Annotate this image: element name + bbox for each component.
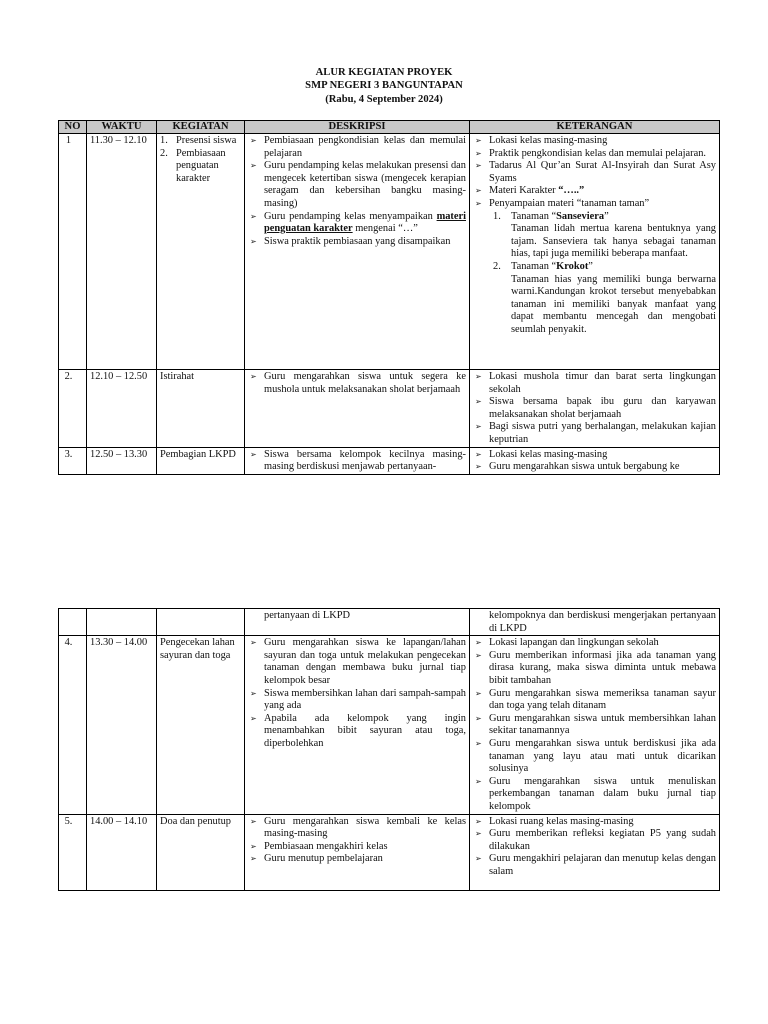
col-header-time: WAKTU	[87, 121, 157, 134]
list-item: ➢ Praktik pengkondisian kelas dan memulai pelajaran.	[473, 148, 716, 161]
cell-description	[245, 447, 470, 474]
list-item: ➢ Guru mengakhiri pelajaran dan menutup kelas dengan salam	[473, 853, 716, 878]
list-item: ➢ Guru memberikan informasi jika ada tanaman yang dirasa kurang, maka siswa diminta untuk mebawa bibit tambahan	[473, 650, 716, 688]
list-item: ➢ Pembiasaan mengakhiri kelas	[248, 841, 466, 854]
list-item: ➢ Guru mengarahkan siswa untuk segera ke mushola untuk melaksanakan sholat berjamaah	[248, 371, 466, 396]
schedule-table-continued	[58, 608, 720, 891]
list-item: ➢ Pembiasaan pengkondisian kelas dan memulai pelajaran	[248, 135, 466, 160]
list-item: ➢ Lokasi kelas masing-masing	[473, 449, 716, 462]
cell-no: 2.	[59, 370, 87, 448]
table-row	[59, 370, 720, 448]
list-item: ➢ Materi Karakter “…..”	[473, 185, 716, 198]
list-item: ➢ Siswa bersama bapak ibu guru dan karyawan melaksanakan sholat berjamaah	[473, 396, 716, 421]
list-item: ➢ Lokasi ruang kelas masing-masing	[473, 816, 716, 829]
school-name: SMP NEGERI 3 BANGUNTAPAN	[305, 80, 463, 91]
list-item: ➢ Guru menutup pembelajaran	[248, 853, 466, 866]
list-item: ➢ Siswa praktik pembiasaan yang disampaikan	[248, 236, 466, 249]
col-header-no: NO	[59, 121, 87, 134]
list-item: ➢ Guru mengarahkan siswa untuk menuliskan perkembangan tanaman dalam buku jurnal tiap kelompok	[473, 776, 716, 814]
cell-time: 12.50 – 13.30	[87, 447, 157, 474]
list-item: ➢ Guru pendamping kelas melakukan presensi dan mengecek ketertiban siswa (mengecek kerapian seragam dan kebersihan bangku masing-masing)	[248, 160, 466, 210]
cell-notes	[470, 134, 720, 370]
cell-notes	[470, 636, 720, 814]
list-item: ➢ Siswa membersihkan lahan dari sampah-sampah yang ada	[248, 688, 466, 713]
table-row	[59, 447, 720, 474]
doc-date: (Rabu, 4 September 2024)	[325, 94, 443, 105]
col-header-activity: KEGIATAN	[157, 121, 245, 134]
list-item: 1. Presensi siswa	[160, 135, 237, 146]
cell-time: 11.30 – 12.10	[87, 134, 157, 370]
table-header-row	[59, 121, 720, 134]
plant-description: Tanaman hias yang memiliki bunga berwarna warni.Kandungan krokot tersebut menyebabkan tanaman ini memiliki banyak manfaat yang dapat membantu mencegah dan mengobati seumlah penyakit.	[511, 273, 716, 335]
cell-notes: kelompoknya dan berdiskusi mengerjakan pertanyaan di LKPD	[470, 609, 720, 636]
table-row	[59, 609, 720, 636]
cell-time: 12.10 – 12.50	[87, 370, 157, 448]
table-row	[59, 134, 720, 370]
cell-no	[59, 609, 87, 636]
cell-activity: Doa dan penutup	[157, 814, 245, 890]
list-item: ➢ Lokasi kelas masing-masing	[473, 135, 716, 148]
list-item: ➢ Tadarus Al Qur’an Surat Al-Insyirah dan Surat Asy Syams	[473, 160, 716, 185]
list-item: 2. Pembiasaan penguatan karakter	[160, 147, 226, 184]
cell-activity: Istirahat	[157, 370, 245, 448]
list-item: ➢ Guru mengarahkan siswa kembali ke kelas masing-masing	[248, 816, 466, 841]
cell-description: pertanyaan di LKPD	[245, 609, 470, 636]
cell-no: 4.	[59, 636, 87, 814]
cell-time: 14.00 – 14.10	[87, 814, 157, 890]
list-item: ➢ Guru memberikan refleksi kegiatan P5 yang sudah dilakukan	[473, 828, 716, 853]
cell-notes	[470, 814, 720, 890]
cell-no: 1	[59, 134, 87, 370]
table-row	[59, 636, 720, 814]
list-item: ➢ Guru mengarahkan siswa ke lapangan/lahan sayuran dan toga untuk melakukan pengecekan tanaman dengan membawa buku jurnal tiap kelompok besar	[248, 637, 466, 687]
doc-title: ALUR KEGIATAN PROYEK	[315, 67, 453, 78]
cell-time	[87, 609, 157, 636]
list-item: ➢ Guru mengarahkan siswa untuk bergabung ke	[473, 461, 716, 474]
list-item: ➢ Guru pendamping kelas menyampaikan materi penguatan karakter mengenai “…”	[248, 211, 466, 236]
plant-heading: 2. Tanaman “Krokot”	[493, 260, 593, 272]
cell-notes	[470, 447, 720, 474]
list-item: ➢ Bagi siswa putri yang berhalangan, melakukan kajian keputrian	[473, 421, 716, 446]
list-item: ➢ Lokasi lapangan dan lingkungan sekolah	[473, 637, 716, 650]
cell-activity	[157, 609, 245, 636]
list-item: ➢ Apabila ada kelompok yang ingin menambahkan bibit sayuran atau toga, diperbolehkan	[248, 713, 466, 751]
plant-list	[493, 211, 716, 337]
cell-description	[245, 370, 470, 448]
cell-activity	[157, 134, 245, 370]
cell-description	[245, 636, 470, 814]
cell-no: 3.	[59, 447, 87, 474]
col-header-description: DESKRIPSI	[245, 121, 470, 134]
plant-heading: 1. Tanaman “Sanseviera”	[493, 210, 609, 222]
table-row	[59, 814, 720, 890]
cell-description	[245, 814, 470, 890]
list-item: ➢ Guru mengarahkan siswa untuk membersihkan lahan sekitar tanamannya	[473, 713, 716, 738]
cell-notes	[470, 370, 720, 448]
cell-time: 13.30 – 14.00	[87, 636, 157, 814]
list-item: ➢ Guru mengarahkan siswa untuk berdiskusi jika ada tanaman yang layu atau mati untuk dicarikan solusinya	[473, 738, 716, 776]
list-item: ➢ Guru mengarahkan siswa memeriksa tanaman sayur dan toga yang telah ditanam	[473, 688, 716, 713]
plant-description: Tanaman lidah mertua karena bentuknya yang tajam. Sanseviera tak hanya sebagai tanaman hias, tapi juga memiliki beberapa manfaat.	[511, 223, 716, 260]
col-header-notes: KETERANGAN	[470, 121, 720, 134]
schedule-table	[58, 120, 720, 475]
list-item: ➢ Penyampaian materi “tanaman taman”	[473, 198, 716, 211]
cell-no: 5.	[59, 814, 87, 890]
list-item: ➢ Siswa bersama kelompok kecilnya masing-masing berdiskusi menjawab pertanyaan-	[248, 449, 466, 474]
cell-description	[245, 134, 470, 370]
cell-activity: Pembagian LKPD	[157, 447, 245, 474]
list-item: ➢ Lokasi mushola timur dan barat serta lingkungan sekolah	[473, 371, 716, 396]
cell-activity: Pengecekan lahan sayuran dan toga	[157, 636, 245, 814]
